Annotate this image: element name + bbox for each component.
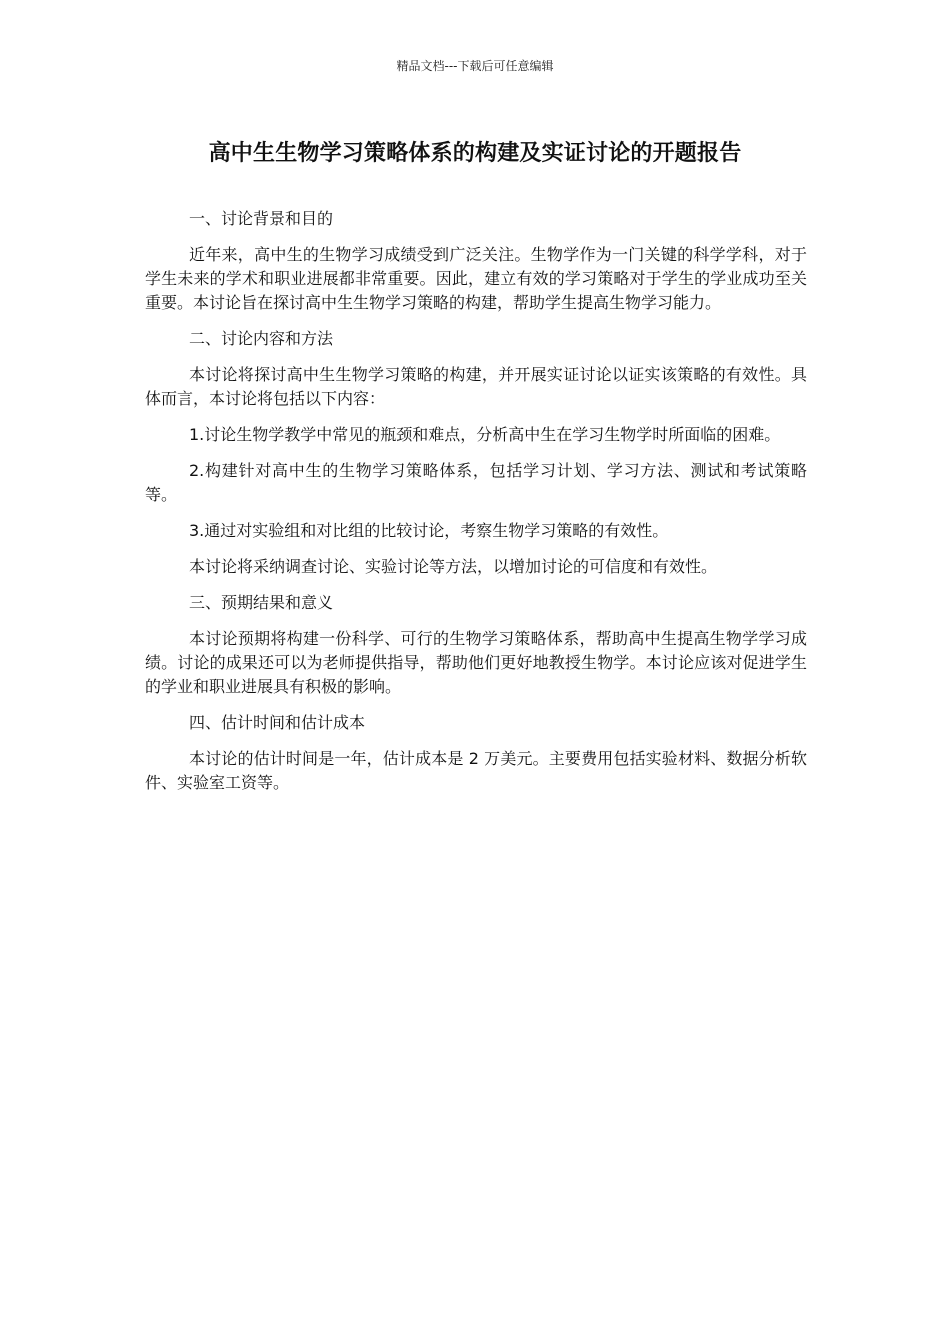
list-item-2: 2.构建针对高中生的生物学习策略体系，包括学习计划、学习方法、测试和考试策略等。 [145,461,807,504]
paragraph-content-intro: 本讨论将探讨高中生生物学习策略的构建，并开展实证讨论以证实该策略的有效性。具体而言，本讨论将包括以下内容： [145,365,807,408]
paragraph-methods: 本讨论将采纳调查讨论、实验讨论等方法，以增加讨论的可信度和有效性。 [189,557,718,576]
section-heading-background: 一、讨论背景和目的 [189,209,334,228]
paragraph-background: 近年来，高中生的生物学习成绩受到广泛关注。生物学作为一门关键的科学学科，对于学生未来的学术和职业进展都非常重要。因此，建立有效的学习策略对于学生的学业成功至关重要。本讨论旨在探讨高中生生物学习策略的构建，帮助学生提高生物学习能力。 [145,245,807,312]
document-title: 高中生生物学习策略体系的构建及实证讨论的开题报告 [208,141,742,166]
section-heading-time-cost: 四、估计时间和估计成本 [189,713,366,732]
section-heading-content-methods: 二、讨论内容和方法 [189,329,334,348]
paragraph-time-cost: 本讨论的估计时间是一年，估计成本是 2 万美元。主要费用包括实验材料、数据分析软件、实验室工资等。 [145,749,807,792]
header-note: 精品文档---下载后可任意编辑 [396,59,554,73]
section-heading-expected-results: 三、预期结果和意义 [189,593,334,612]
paragraph-expected-results: 本讨论预期将构建一份科学、可行的生物学习策略体系，帮助高中生提高生物学学习成绩。讨论的成果还可以为老师提供指导，帮助他们更好地教授生物学。本讨论应该对促进学生的学业和职业进展具有积极的影响。 [145,629,807,696]
document-body [145,207,807,807]
list-item-3: 3.通过对实验组和对比组的比较讨论，考察生物学习策略的有效性。 [189,521,669,540]
list-item-1: 1.讨论生物学教学中常见的瓶颈和难点，分析高中生在学习生物学时所面临的困难。 [189,425,781,444]
